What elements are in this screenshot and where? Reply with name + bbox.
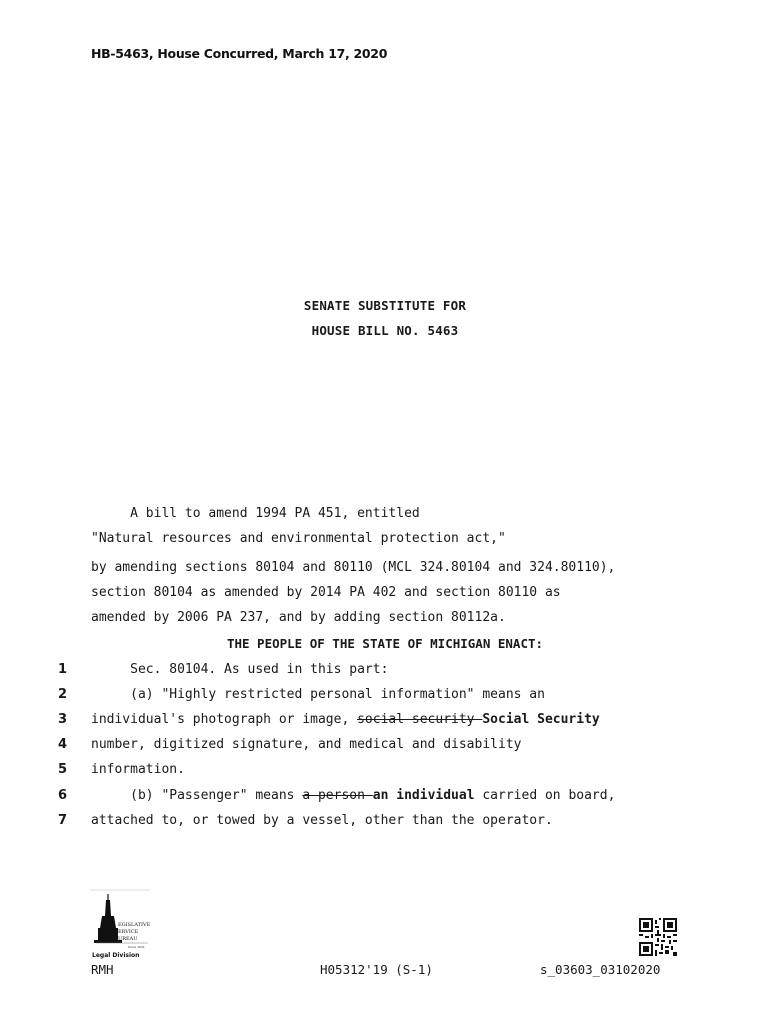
line-number: 7 xyxy=(58,813,68,828)
preamble-line: amended by 2006 PA 237, and by adding section 80112a. xyxy=(91,610,506,625)
line-text: individual's photograph or image, xyxy=(91,712,358,727)
struck-text: a person xyxy=(302,788,373,803)
inserted-text: Social Security xyxy=(482,712,600,727)
line-number: 3 xyxy=(58,712,68,727)
preamble-line: section 80104 as amended by 2014 PA 402 and section 80110 as xyxy=(91,585,561,600)
line-number: 1 xyxy=(58,662,68,677)
logo-text-line-2: ERVICE xyxy=(118,929,139,935)
legislative-service-bureau-logo xyxy=(88,888,154,960)
bill-line xyxy=(91,737,521,752)
footer-document-id: s_03603_03102020 xyxy=(540,962,661,977)
line-text: (b) "Passenger" means xyxy=(91,788,303,803)
logo-text-line-1: EGISLATIVE xyxy=(118,922,151,928)
logo-text-line-3: UREAU xyxy=(118,936,138,942)
logo-since: Since 1941 xyxy=(128,945,145,949)
preamble-line: A bill to amend 1994 PA 451, entitled xyxy=(91,506,420,521)
bill-line xyxy=(91,712,600,727)
bill-line xyxy=(91,813,553,828)
qr-code-icon xyxy=(639,918,677,956)
bill-line xyxy=(91,762,185,777)
line-text: Sec. 80104. As used in this part: xyxy=(91,662,389,677)
bill-line xyxy=(91,662,388,677)
line-text: information. xyxy=(91,762,185,777)
struck-text: social security xyxy=(357,712,483,727)
line-text: (a) "Highly restricted personal information" means an xyxy=(91,687,545,702)
line-text: number, digitized signature, and medical and disability xyxy=(91,737,522,752)
bill-title-line-2: HOUSE BILL NO. 5463 xyxy=(311,323,459,338)
line-number: 6 xyxy=(58,788,68,803)
line-number: 4 xyxy=(58,737,68,752)
bill-line xyxy=(91,687,545,702)
preamble-line: "Natural resources and environmental protection act," xyxy=(91,531,506,546)
enacting-clause: THE PEOPLE OF THE STATE OF MICHIGAN ENACT: xyxy=(226,636,544,651)
line-number: 2 xyxy=(58,687,68,702)
bill-line xyxy=(91,788,615,803)
document-header: HB-5463, House Concurred, March 17, 2020 xyxy=(91,46,388,61)
preamble-line: by amending sections 80104 and 80110 (MCL 324.80104 and 324.80110), xyxy=(91,560,616,575)
logo-division: Legal Division xyxy=(92,952,140,959)
line-text: carried on board, xyxy=(474,788,616,803)
line-number: 5 xyxy=(58,762,68,777)
bill-title-line-1: SENATE SUBSTITUTE FOR xyxy=(303,298,467,313)
footer-initials: RMH xyxy=(91,962,114,977)
capitol-dome-icon xyxy=(88,888,154,960)
line-text: attached to, or towed by a vessel, other than the operator. xyxy=(91,813,553,828)
footer-bill-code: H05312'19 (S-1) xyxy=(320,962,433,977)
inserted-text: an individual xyxy=(372,788,475,803)
